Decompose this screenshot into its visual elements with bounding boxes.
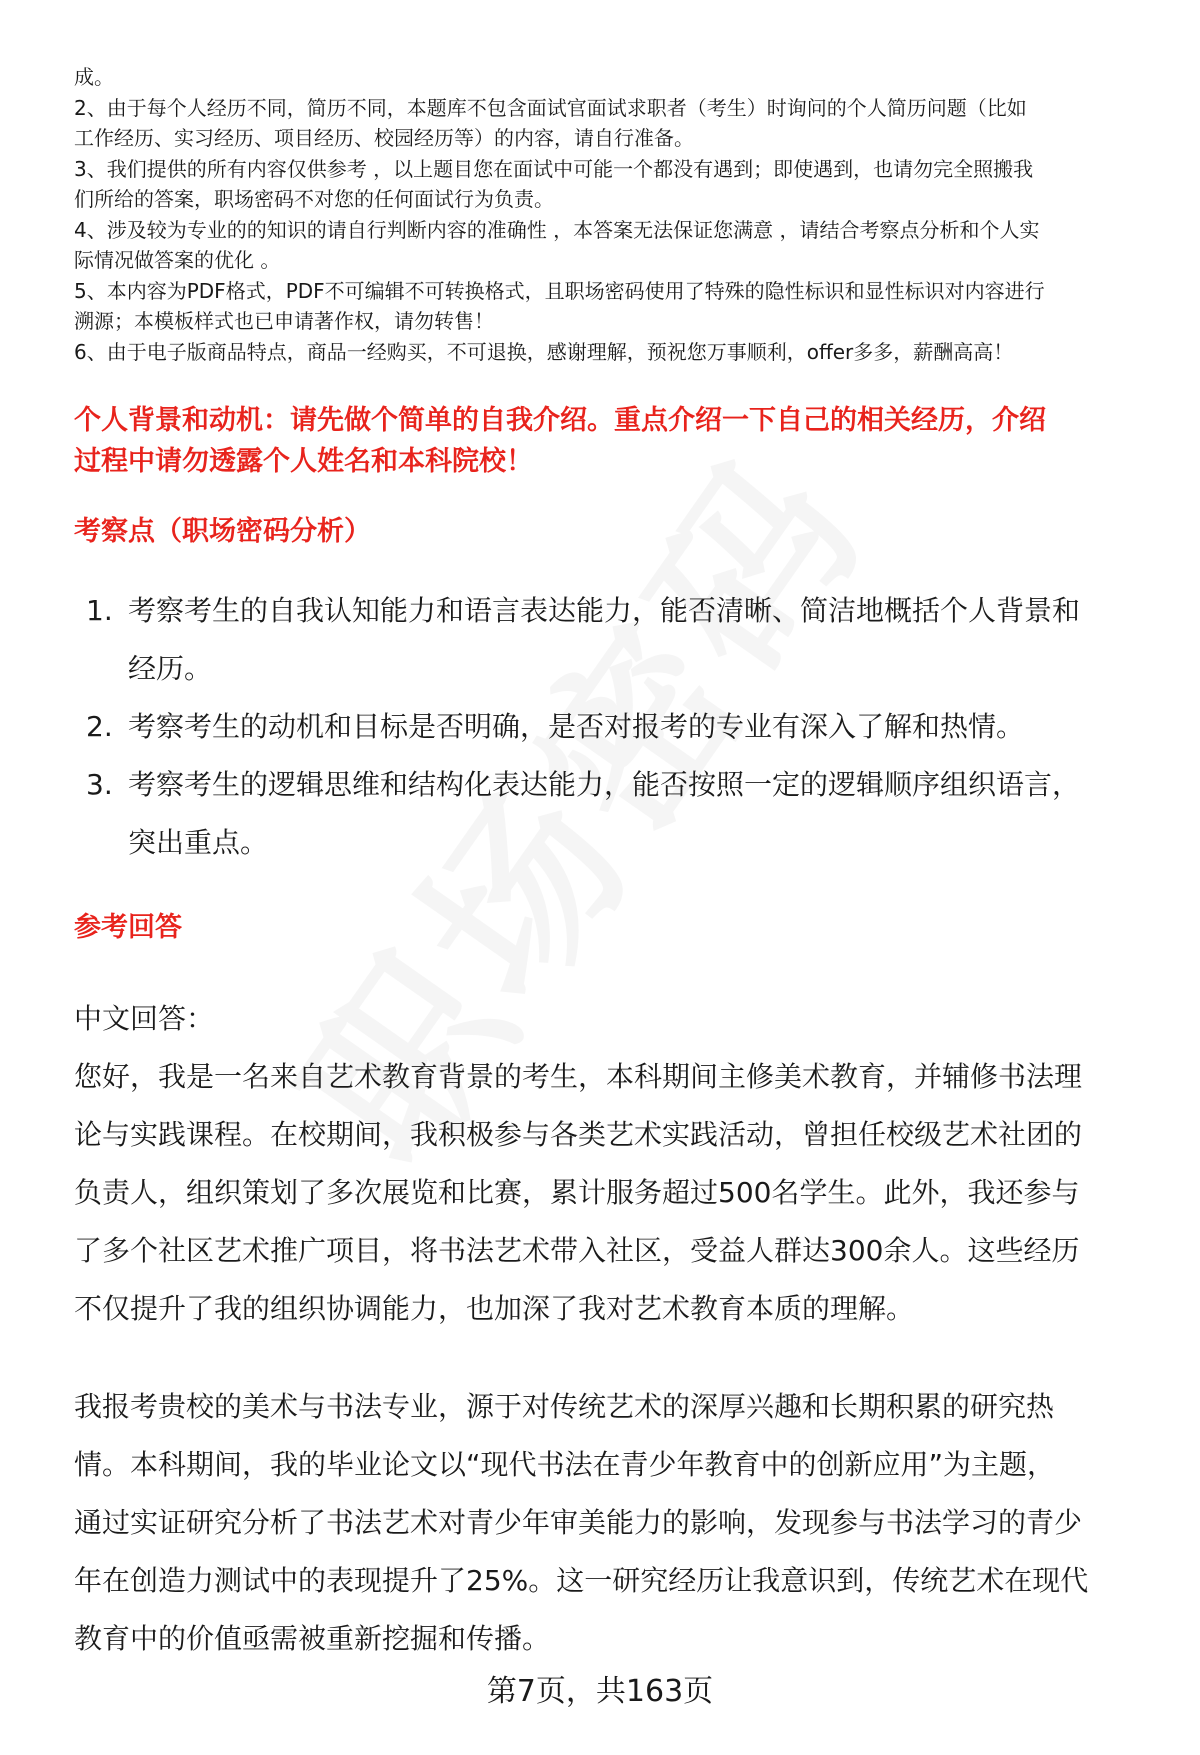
point-text-line: 考察考生的逻辑思维和结构化表达能力，能否按照一定的逻辑顺序组织语言， xyxy=(128,768,1081,801)
point-text-line: 经历。 xyxy=(128,652,213,685)
analysis-point xyxy=(86,698,1166,756)
analysis-points xyxy=(86,582,1166,872)
point-text xyxy=(128,582,1080,698)
question-title-line: 个人背景和动机：请先做个简单的自我介绍。重点介绍一下自己的相关经历，介绍 xyxy=(74,405,1046,436)
answer-line: 情。本科期间，我的毕业论文以“现代书法在青少年教育中的创新应用”为主题， xyxy=(74,1448,1056,1481)
answer-label: 中文回答： xyxy=(74,1002,215,1035)
answer-line: 负责人，组织策划了多次展览和比赛，累计服务超过500名学生。此外，我还参与 xyxy=(74,1176,1080,1209)
reference-heading: 参考回答 xyxy=(74,912,182,943)
point-number: 3. xyxy=(86,768,113,801)
reference-answer xyxy=(74,990,1164,1668)
analysis-point xyxy=(86,582,1166,698)
notice-line: 4、涉及较为专业的的知识的请自行判断内容的准确性 ，本答案无法保证您满意 ，请结合考察点分析和个人实 xyxy=(74,217,1040,242)
point-text xyxy=(128,698,1024,756)
notice-line: 们所给的答案，职场密码不对您的任何面试行为负责。 xyxy=(74,187,554,211)
answer-line: 教育中的价值亟需被重新挖掘和传播。 xyxy=(74,1622,551,1655)
answer-line: 了多个社区艺术推广项目，将书法艺术带入社区，受益人群达300余人。这些经历 xyxy=(74,1234,1080,1267)
point-text xyxy=(128,756,1080,872)
analysis-heading: 考察点（职场密码分析） xyxy=(74,516,371,547)
notice-line: 溯源；本模板样式也已申请著作权，请勿转售！ xyxy=(74,309,494,333)
paragraph-gap xyxy=(74,1338,1164,1378)
point-number: 1. xyxy=(86,594,113,627)
notice-line: 5、本内容为PDF格式，PDF不可编辑不可转换格式，且职场密码使用了特殊的隐性标识和显性标识对内容进行 xyxy=(74,278,1045,303)
answer-line: 我报考贵校的美术与书法专业，源于对传统艺术的深厚兴趣和长期积累的研究热 xyxy=(74,1390,1055,1423)
answer-line: 通过实证研究分析了书法艺术对青少年审美能力的影响，发现参与书法学习的青少 xyxy=(74,1506,1083,1539)
point-number: 2. xyxy=(86,710,113,743)
analysis-point xyxy=(86,756,1166,872)
answer-line: 年在创造力测试中的表现提升了25%。这一研究经历让我意识到，传统艺术在现代 xyxy=(74,1564,1089,1597)
notice-line: 3、我们提供的所有内容仅供参考 ，以上题目您在面试中可能一个都没有遇到；即使遇到，也请勿完全照搬我 xyxy=(74,156,1034,181)
answer-line: 不仅提升了我的组织协调能力，也加深了我对艺术教育本质的理解。 xyxy=(74,1292,915,1325)
point-text-line: 考察考生的自我认知能力和语言表达能力，能否清晰、简洁地概括个人背景和 xyxy=(128,594,1081,627)
answer-line: 论与实践课程。在校期间，我积极参与各类艺术实践活动，曾担任校级艺术社团的 xyxy=(74,1118,1083,1151)
question-title xyxy=(74,400,1164,482)
question-title-line: 过程中请勿透露个人姓名和本科院校！ xyxy=(74,446,533,477)
notice-line: 成。 xyxy=(74,65,114,89)
answer-line: 您好，我是一名来自艺术教育背景的考生，本科期间主修美术教育，并辅修书法理 xyxy=(74,1060,1083,1093)
notice-line: 际情况做答案的优化 。 xyxy=(74,248,281,272)
notice-list xyxy=(74,62,1154,367)
notice-line: 6、由于电子版商品特点，商品一经购买，不可退换，感谢理解，预祝您万事顺利，offer多多，薪酬高高！ xyxy=(74,339,1014,364)
page-number: 第7页，共163页 xyxy=(486,1674,714,1709)
notice-line: 工作经历、实习经历、项目经历、校园经历等）的内容，请自行准备。 xyxy=(74,126,694,150)
notice-line: 2、由于每个人经历不同，简历不同，本题库不包含面试官面试求职者（考生）时询问的个人简历问题（比如 xyxy=(74,95,1027,120)
point-text-line: 考察考生的动机和目标是否明确，是否对报考的专业有深入了解和热情。 xyxy=(128,710,1025,743)
point-text-line: 突出重点。 xyxy=(128,826,269,859)
